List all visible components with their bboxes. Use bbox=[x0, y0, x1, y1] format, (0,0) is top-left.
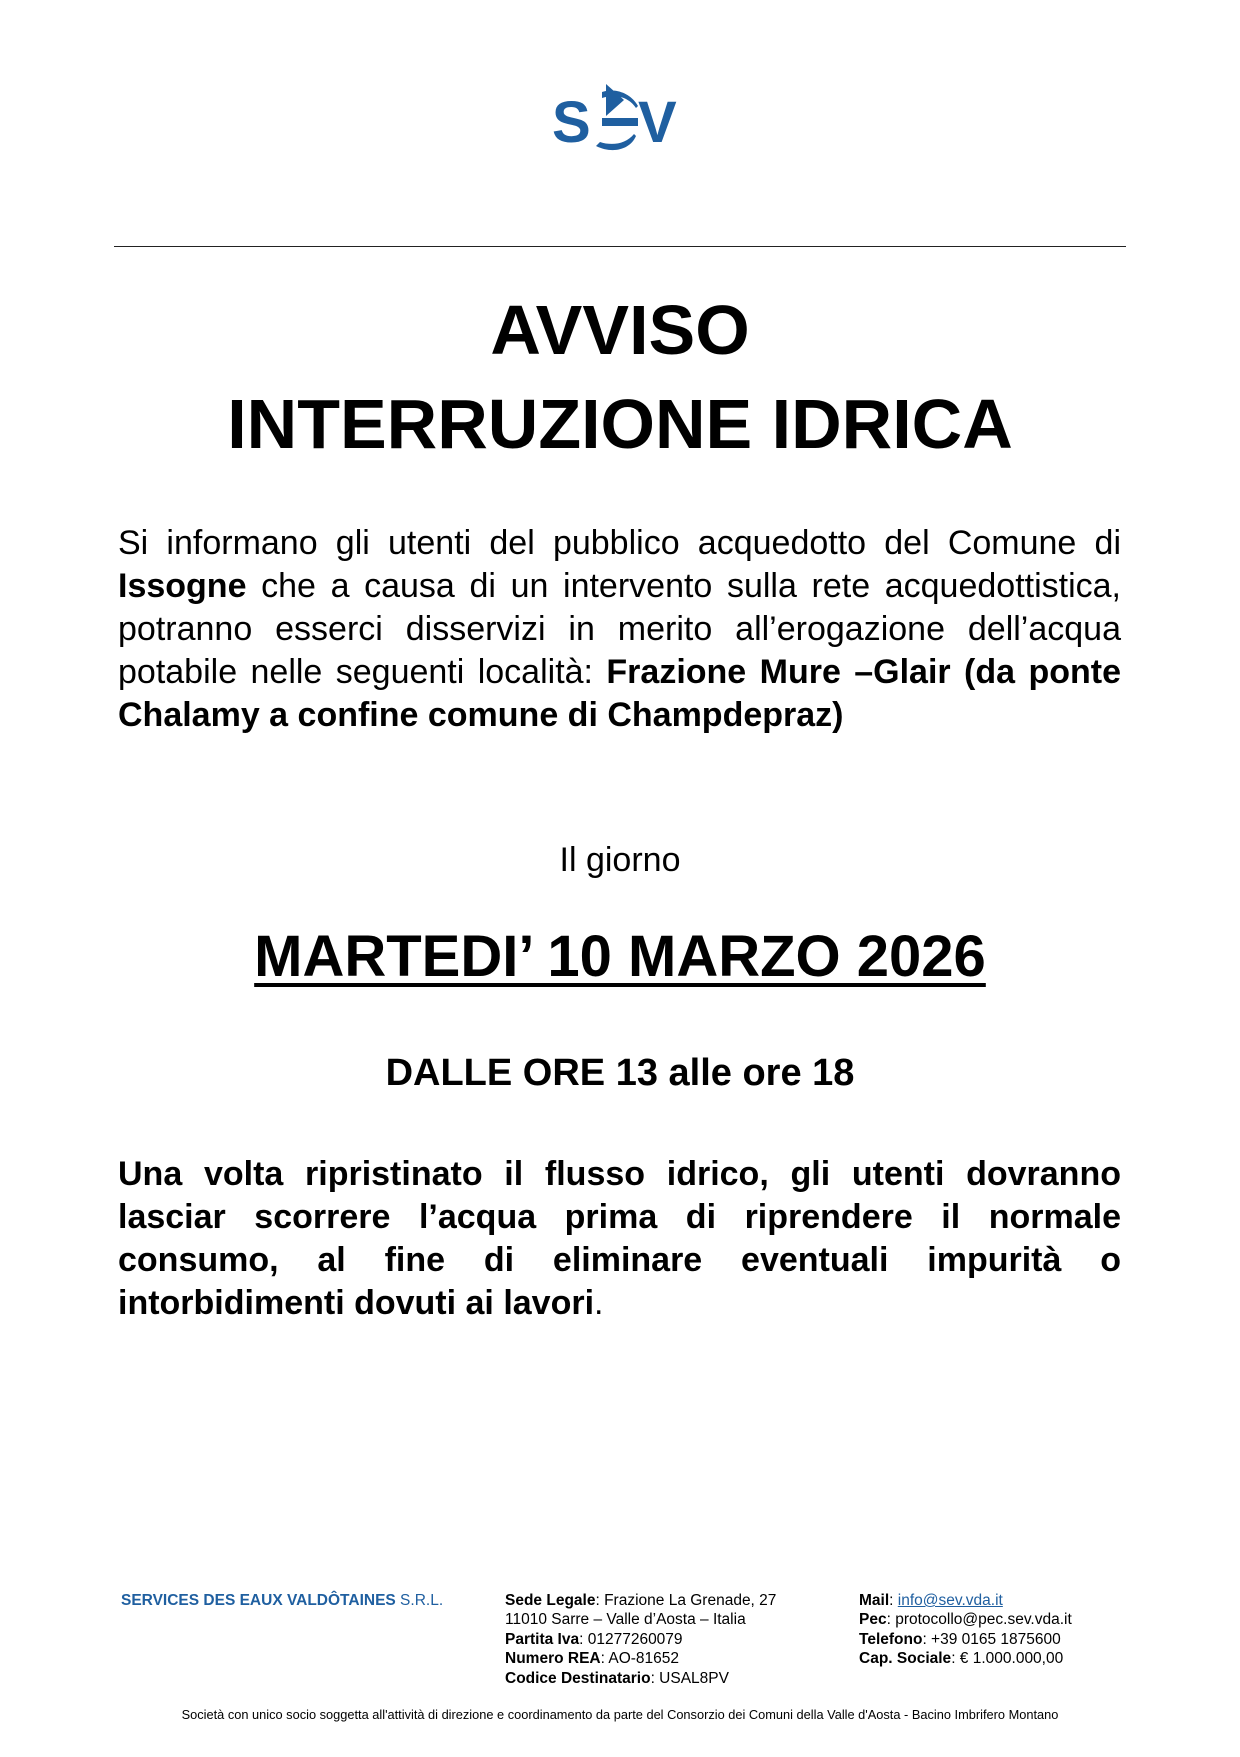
pec-line bbox=[859, 1610, 1159, 1629]
tel-line bbox=[859, 1630, 1159, 1649]
mail-link[interactable]: info@sev.vda.it bbox=[897, 1592, 1003, 1609]
cod-value: : USAL8PV bbox=[650, 1669, 729, 1687]
sev-logo bbox=[552, 80, 684, 162]
mail-label: Mail bbox=[859, 1592, 890, 1609]
svg-text:V: V bbox=[638, 90, 677, 155]
sede-value: : Frazione La Grenade, 27 bbox=[595, 1592, 777, 1609]
interruption-date bbox=[0, 922, 1240, 992]
mail-line bbox=[859, 1591, 1159, 1610]
pec-value: : protocollo@pec.sev.vda.it bbox=[886, 1611, 1072, 1629]
cod-label: Codice Destinatario bbox=[505, 1669, 651, 1687]
legal-note: Società con unico socio soggetta all'attività di direzione e coordinamento da parte del Consorzio dei Comuni della Valle d'Aosta - Bacino Imbrifero Montano bbox=[181, 1707, 1059, 1722]
closing-note bbox=[118, 1153, 1121, 1325]
piva-value: : 01277260079 bbox=[579, 1630, 683, 1648]
piva-label: Partita Iva bbox=[505, 1630, 580, 1648]
rea-line bbox=[505, 1649, 825, 1668]
interruption-hours: DALLE ORE 13 alle ore 18 bbox=[385, 1052, 855, 1094]
footer-registered-office bbox=[505, 1591, 825, 1688]
closing-text: Una volta ripristinato il flusso idrico, gli utenti dovranno lasciar scorrere l’acqua prima di riprendere il normale consumo, al fine di eliminare eventuali impurità o intorbidimenti dovuti ai lavori bbox=[118, 1155, 1121, 1322]
intro-text-continued: che a causa di un intervento sulla rete acquedottistica, potranno esserci disservizi in merito all’erogazione dell’acqua potabile nelle seguenti località: bbox=[118, 567, 1121, 691]
svg-text:S: S bbox=[552, 90, 591, 155]
cod-line bbox=[505, 1669, 825, 1688]
piva-line bbox=[505, 1630, 825, 1649]
notice-subtitle: INTERRUZIONE IDRICA bbox=[227, 385, 1013, 463]
rea-label: Numero REA bbox=[505, 1650, 601, 1668]
company-name: SERVICES DES EAUX VALDÔTAINES bbox=[121, 1592, 396, 1609]
cap-label: Cap. Sociale bbox=[859, 1650, 952, 1668]
day-label: Il giorno bbox=[559, 841, 681, 879]
date-text: MARTEDI’ 10 MARZO 2026 bbox=[254, 924, 986, 989]
sede-label: Sede Legale bbox=[505, 1592, 596, 1609]
affected-locations: Frazione Mure –Glair (da ponte Chalamy a confine comune di Champdepraz) bbox=[118, 653, 1122, 734]
tel-value: : +39 0165 1875600 bbox=[922, 1630, 1061, 1648]
intro-text: Si informano gli utenti del pubblico acquedotto del Comune di bbox=[118, 524, 1121, 562]
notice-body bbox=[118, 522, 1121, 737]
pec-label: Pec bbox=[859, 1611, 887, 1629]
header-divider bbox=[114, 246, 1126, 247]
footer-company bbox=[121, 1591, 443, 1610]
notice-title: AVVISO bbox=[490, 291, 750, 369]
closing-period: . bbox=[594, 1284, 604, 1322]
comune-name: Issogne bbox=[118, 567, 247, 605]
footer-contacts bbox=[859, 1591, 1159, 1669]
sede-line bbox=[505, 1591, 825, 1610]
sede-line2: 11010 Sarre – Valle d’Aosta – Italia bbox=[505, 1611, 746, 1629]
cap-line bbox=[859, 1649, 1159, 1668]
cap-value: : € 1.000.000,00 bbox=[951, 1650, 1064, 1668]
tel-label: Telefono bbox=[859, 1630, 923, 1648]
company-suffix: S.R.L. bbox=[395, 1592, 444, 1609]
mail-separator: : bbox=[889, 1592, 898, 1609]
rea-value: : AO-81652 bbox=[600, 1650, 680, 1668]
